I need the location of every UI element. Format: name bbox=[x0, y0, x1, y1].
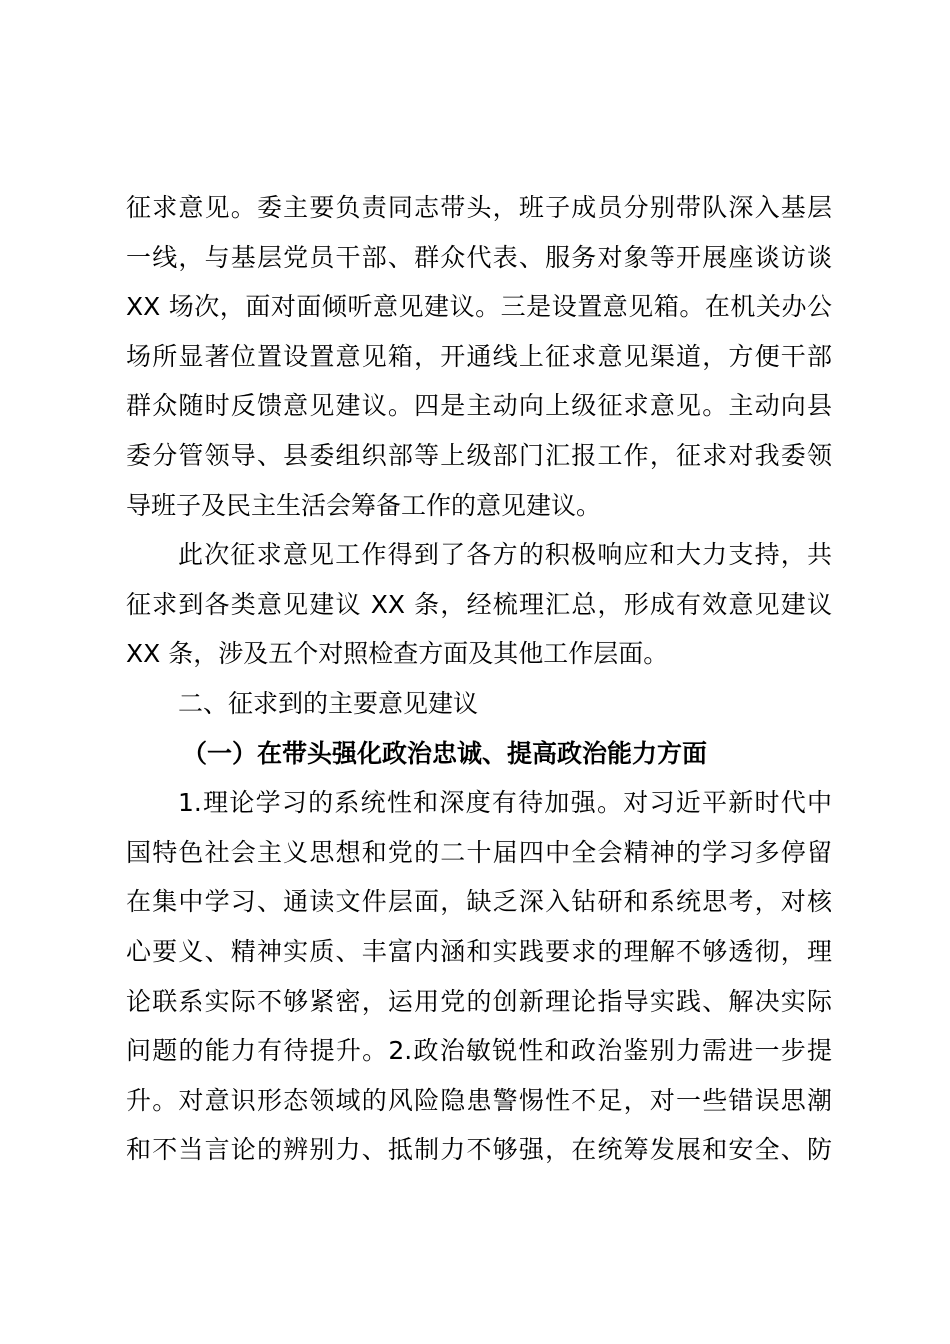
document-page bbox=[126, 183, 832, 1175]
paragraph-political-loyalty-items bbox=[126, 778, 832, 1175]
text-line: 场所显著位置设置意见箱，开通线上征求意见渠道，方便干部 bbox=[126, 341, 832, 371]
text-line: 群众随时反馈意见建议。四是主动向上级征求意见。主动向县 bbox=[126, 391, 832, 421]
text-line: 一线，与基层党员干部、群众代表、服务对象等开展座谈访谈 bbox=[126, 242, 832, 272]
text-line: 升。对意识形态领域的风险隐患警惕性不足，对一些错误思潮 bbox=[126, 1085, 832, 1115]
subsection-heading: （一）在带头强化政治忠诚、提高政治能力方面 bbox=[182, 738, 708, 768]
text-line: XX 场次，面对面倾听意见建议。三是设置意见箱。在机关办公 bbox=[126, 292, 832, 322]
text-line: 和不当言论的辨别力、抵制力不够强，在统筹发展和安全、防 bbox=[126, 1135, 832, 1165]
text-line: 论联系实际不够紧密，运用党的创新理论指导实践、解决实际 bbox=[126, 986, 832, 1016]
text-line: 1.理论学习的系统性和深度有待加强。对习近平新时代中 bbox=[178, 788, 832, 818]
section-heading: 二、征求到的主要意见建议 bbox=[178, 688, 479, 718]
text-line: 导班子及民主生活会筹备工作的意见建议。 bbox=[126, 490, 602, 520]
text-line: 在集中学习、通读文件层面，缺乏深入钻研和系统思考，对核 bbox=[126, 887, 832, 917]
paragraph-solicitation-methods bbox=[126, 183, 832, 530]
text-line: 心要义、精神实质、丰富内涵和实践要求的理解不够透彻，理 bbox=[126, 936, 832, 966]
text-line: 委分管领导、县委组织部等上级部门汇报工作，征求对我委领 bbox=[126, 440, 832, 470]
text-line: 征求到各类意见建议 XX 条，经梳理汇总，形成有效意见建议 bbox=[126, 589, 832, 619]
text-line: 此次征求意见工作得到了各方的积极响应和大力支持，共 bbox=[178, 540, 832, 570]
text-line: 征求意见。委主要负责同志带头，班子成员分别带队深入基层 bbox=[126, 193, 832, 222]
paragraph-solicitation-summary bbox=[126, 530, 832, 679]
text-line: 国特色社会主义思想和党的二十届四中全会精神的学习多停留 bbox=[126, 837, 832, 867]
text-line: 问题的能力有待提升。2.政治敏锐性和政治鉴别力需进一步提 bbox=[126, 1036, 832, 1066]
text-line: XX 条，涉及五个对照检查方面及其他工作层面。 bbox=[126, 639, 669, 669]
